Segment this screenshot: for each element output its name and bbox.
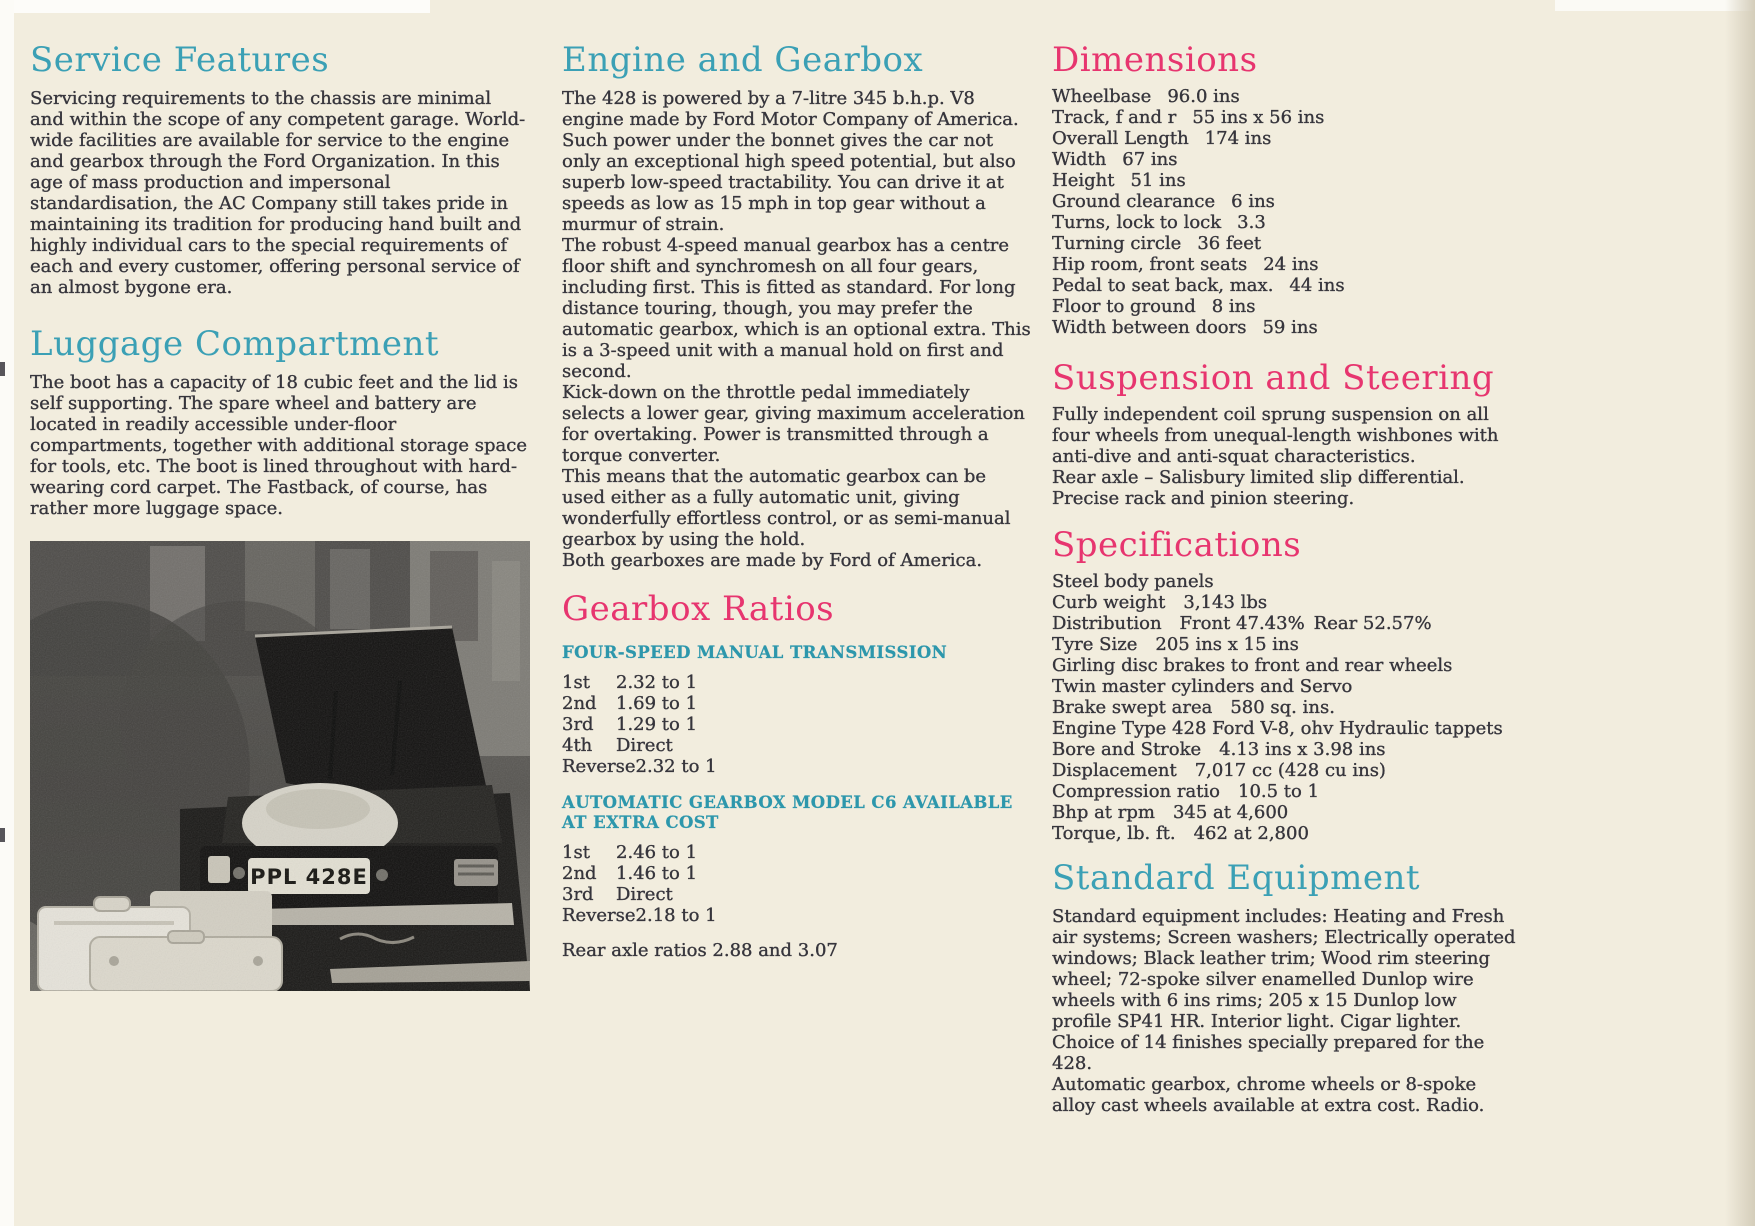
- dimension-row: Floor to ground 8 ins: [1052, 296, 1256, 317]
- service-features-title: Service Features: [30, 40, 330, 80]
- specification-line: Steel body panels: [1052, 571, 1214, 592]
- standard-equipment-text: [1052, 906, 1516, 1116]
- rear-axle-ratios: Rear axle ratios 2.88 and 3.07: [562, 940, 838, 961]
- suspension-text: [1052, 404, 1516, 509]
- engine-gearbox-paragraph: The 428 is powered by a 7-litre 345 b.h.p. V8 engine made by Ford Motor Company of America. Such power under the bonnet gives the car not only an exceptional high speed potential, but also superb low-speed tractability. You can drive it at speeds as low as 15 mph in top gear without a murmur of strain.: [562, 88, 1019, 235]
- gearbox-ratios-title: Gearbox Ratios: [562, 589, 835, 629]
- specifications-title: Specifications: [1052, 525, 1302, 565]
- dimension-row: Turning circle 36 feet: [1052, 233, 1262, 254]
- engine-gearbox-paragraph: The robust 4-speed manual gearbox has a centre floor shift and synchromesh on all four gears, including first. This is fitted as standard. For long distance touring, though, you may prefer the automatic gearbox, which is an optional extra. This is a 3-speed unit with a manual hold on first and second.: [562, 235, 1031, 382]
- engine-gearbox-text: [562, 88, 1034, 571]
- automatic-gearbox-subhead: AUTOMATIC GEARBOX MODEL C6 AVAILABLE AT EXTRA COST: [562, 793, 1013, 832]
- suspension-line: Rear axle – Salisbury limited slip differential.: [1052, 467, 1465, 488]
- specification-line: Engine Type 428 Ford V-8, ohv Hydraulic tappets: [1052, 718, 1503, 739]
- dimension-row: Overall Length 174 ins: [1052, 128, 1272, 149]
- specification-line: Distribution Front 47.43% Rear 52.57%: [1052, 613, 1432, 634]
- suspension-line: Precise rack and pinion steering.: [1052, 488, 1355, 509]
- standard-equipment-title: Standard Equipment: [1052, 858, 1421, 898]
- dimensions-title: Dimensions: [1052, 40, 1258, 80]
- boot-luggage-photo: [30, 541, 530, 991]
- film-grain: [30, 541, 530, 991]
- gear-ratio-row: 4th Direct: [562, 735, 673, 756]
- column-right: [1052, 0, 1516, 1116]
- gear-ratio-row: Reverse2.18 to 1: [562, 905, 717, 926]
- specifications-list: [1052, 571, 1516, 844]
- gear-ratio-row: 3rd 1.29 to 1: [562, 714, 698, 735]
- specification-line: Tyre Size 205 ins x 15 ins: [1052, 634, 1299, 655]
- dimension-row: Pedal to seat back, max. 44 ins: [1052, 275, 1345, 296]
- gear-ratio-row: 3rd Direct: [562, 884, 673, 905]
- specification-line: Brake swept area 580 sq. ins.: [1052, 697, 1335, 718]
- specification-line: Compression ratio 10.5 to 1: [1052, 781, 1320, 802]
- dimension-row: Height 51 ins: [1052, 170, 1186, 191]
- scan-edge-left: [0, 0, 14, 1226]
- dimensions-list: [1052, 86, 1516, 338]
- manual-ratio-list: [562, 672, 1034, 777]
- specification-line: Bhp at rpm 345 at 4,600: [1052, 802, 1289, 823]
- automatic-ratio-list: [562, 842, 1034, 926]
- dimension-row: Turns, lock to lock 3.3: [1052, 212, 1266, 233]
- dimension-row: Width between doors 59 ins: [1052, 317, 1318, 338]
- specification-line: Twin master cylinders and Servo: [1052, 676, 1353, 697]
- manual-transmission-subhead: FOUR-SPEED MANUAL TRANSMISSION: [562, 643, 948, 662]
- luggage-compartment-title: Luggage Compartment: [30, 324, 440, 364]
- gear-ratio-row: 2nd 1.69 to 1: [562, 693, 698, 714]
- scan-edge-right: [1725, 0, 1755, 1226]
- specification-line: Bore and Stroke 4.13 ins x 3.98 ins: [1052, 739, 1386, 760]
- engine-gearbox-paragraph: Kick-down on the throttle pedal immediately selects a lower gear, giving maximum acceleration for overtaking. Power is transmitted through a torque converter.: [562, 382, 1025, 466]
- gear-ratio-row: 1st 2.32 to 1: [562, 672, 698, 693]
- dimension-row: Wheelbase 96.0 ins: [1052, 86, 1240, 107]
- scan-speck: [0, 362, 5, 376]
- engine-gearbox-title: Engine and Gearbox: [562, 40, 924, 80]
- specification-line: Curb weight 3,143 lbs: [1052, 592, 1268, 613]
- service-features-text: Servicing requirements to the chassis are minimal and within the scope of any competent garage. World-wide facilities are available for service to the engine and gearbox through the Ford Organization. In this age of mass production and impersonal standardisation, the AC Company still takes pride in maintaining its tradition for producing hand built and highly individual cars to the special requirements of each and every customer, offering personal service of an almost bygone era.: [30, 88, 526, 298]
- dimension-row: Width 67 ins: [1052, 149, 1178, 170]
- standard-equipment-paragraph: Standard equipment includes: Heating and Fresh air systems; Screen washers; Electrically operated windows; Black leather trim; Wood rim steering wheel; 72-spoke silver enamelled Dunlop wire wheels with 6 ins rims; 205 x 15 Dunlop low profile SP41 HR. Interior light. Cigar lighter.: [1052, 906, 1516, 1032]
- gear-ratio-row: 2nd 1.46 to 1: [562, 863, 698, 884]
- standard-equipment-paragraph: Automatic gearbox, chrome wheels or 8-spoke alloy cast wheels available at extra cost. Radio.: [1052, 1074, 1485, 1116]
- specification-line: Girling disc brakes to front and rear wheels: [1052, 655, 1453, 676]
- gear-ratio-row: 1st 2.46 to 1: [562, 842, 698, 863]
- dimension-row: Hip room, front seats 24 ins: [1052, 254, 1319, 275]
- column-middle: [562, 0, 1034, 961]
- specification-line: Torque, lb. ft. 462 at 2,800: [1052, 823, 1309, 844]
- scan-speck: [0, 828, 5, 842]
- gear-ratio-row: Reverse2.32 to 1: [562, 756, 717, 777]
- suspension-title: Suspension and Steering: [1052, 358, 1495, 398]
- dimension-row: Ground clearance 6 ins: [1052, 191, 1275, 212]
- specification-line: Displacement 7,017 cc (428 cu ins): [1052, 760, 1386, 781]
- standard-equipment-paragraph: Choice of 14 finishes specially prepared for the 428.: [1052, 1032, 1485, 1074]
- engine-gearbox-paragraph: Both gearboxes are made by Ford of America.: [562, 550, 983, 571]
- column-left: [30, 0, 530, 991]
- svg-text:PPL 428E: PPL 428E: [250, 865, 368, 889]
- engine-gearbox-paragraph: This means that the automatic gearbox can be used either as a fully automatic unit, giving wonderfully effortless control, or as semi-manual gearbox by using the hold.: [562, 466, 1011, 550]
- dimension-row: Track, f and r 55 ins x 56 ins: [1052, 107, 1325, 128]
- luggage-compartment-text: The boot has a capacity of 18 cubic feet and the lid is self supporting. The spare wheel and battery are located in readily accessible under-floor compartments, together with additional storage space for tools, etc. The boot is lined throughout with hard-wearing cord carpet. The Fastback, of course, has rather more luggage space.: [30, 372, 527, 519]
- suspension-line: Fully independent coil sprung suspension on all four wheels from unequal-length wishbones with anti-dive and anti-squat characteristics.: [1052, 404, 1499, 467]
